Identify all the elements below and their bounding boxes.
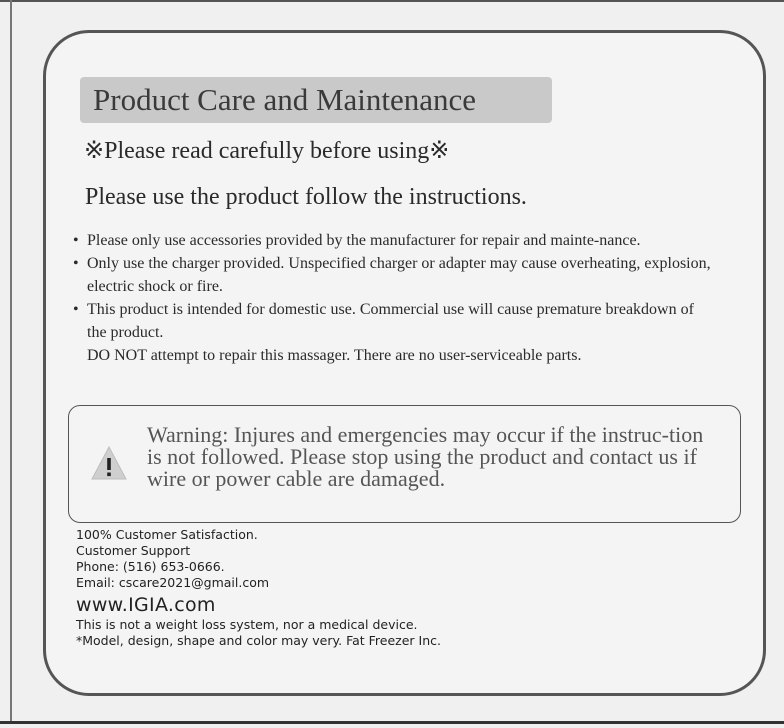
list-item: [73, 298, 713, 344]
read-carefully-note: ※Please read carefully before using※: [84, 138, 450, 164]
instruction-list: [73, 229, 713, 367]
bullet-dot: •: [73, 255, 79, 272]
list-item: [73, 229, 713, 252]
page-title: Product Care and Maintenance: [93, 82, 477, 117]
repair-note: DO NOT attempt to repair this massager. There are no user-serviceable parts.: [87, 347, 582, 364]
phone-text: Phone: (516) 653-0666.: [76, 559, 225, 574]
satisfaction-text: 100% Customer Satisfaction.: [76, 527, 258, 542]
instructions-heading: Please use the product follow the instructions.: [85, 184, 527, 210]
website-link[interactable]: www.IGIA.com: [76, 594, 216, 616]
list-item-text: This product is intended for domestic use. Commercial use will cause premature breakdown of the product.: [87, 301, 694, 341]
contact-info: [76, 527, 441, 649]
model-note-text: *Model, design, shape and color may very. Fat Freezer Inc.: [76, 633, 441, 648]
warning-triangle-icon: [90, 445, 128, 481]
frame-bottom-line: [0, 721, 784, 724]
warning-text: Warning: Injures and emergencies may occur if the instruc-tion is not followed. Please stop using the product and contact us if wire or power cable are damaged.: [147, 422, 704, 491]
bullet-dot: •: [73, 301, 79, 318]
frame-top-line: [0, 0, 784, 2]
bullet-dot: •: [73, 232, 79, 249]
email-text: Email: cscare2021@gmail.com: [76, 575, 270, 590]
list-item-text: Please only use accessories provided by the manufacturer for repair and mainte-nance.: [87, 232, 641, 249]
support-text: Customer Support: [76, 543, 191, 558]
frame-left-line: [10, 0, 12, 722]
list-item: [73, 252, 713, 298]
list-item-text: Only use the charger provided. Unspecified charger or adapter may cause overheating, explosion, electric shock or fire.: [87, 255, 711, 295]
disclaimer-text: This is not a weight loss system, nor a medical device.: [76, 617, 418, 632]
